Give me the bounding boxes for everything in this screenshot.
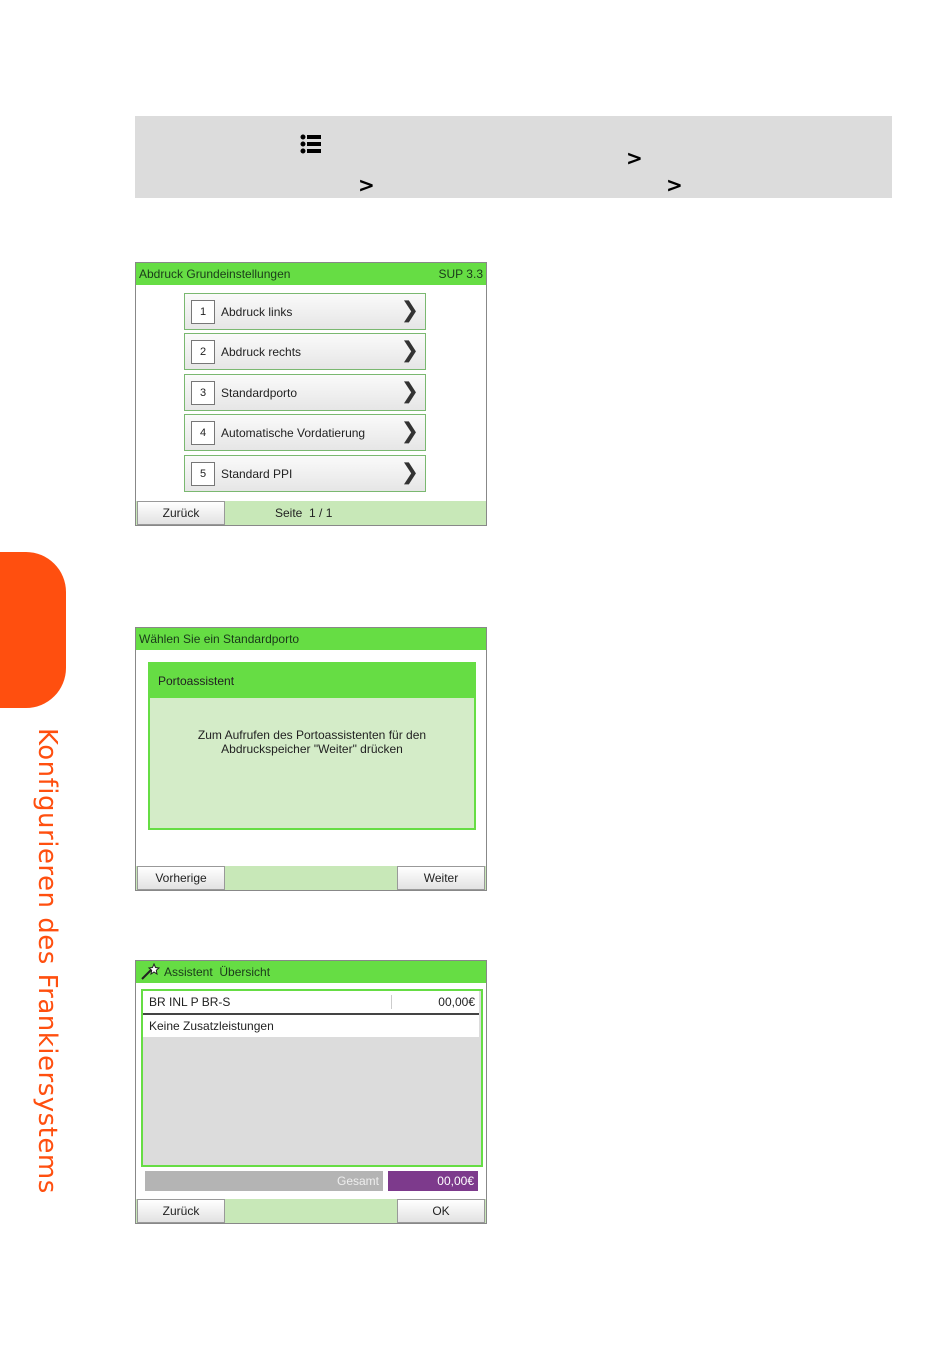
- menu-item-default-postage[interactable]: [184, 374, 426, 411]
- screen-footer: [136, 866, 486, 890]
- back-button[interactable]: Zurück: [137, 501, 225, 525]
- page-indicator: Seite 1 / 1: [275, 506, 333, 520]
- chevron-right-icon: >: [666, 173, 683, 197]
- item-label: Abdruck links: [221, 305, 293, 319]
- screen-title: Abdruck Grundeinstellungen: [139, 267, 291, 281]
- back-button[interactable]: Zurück: [137, 1199, 225, 1223]
- chevron-right-icon: ❯: [400, 338, 419, 363]
- item-label: Standard PPI: [221, 467, 293, 481]
- screen-title: Wählen Sie ein Standardporto: [139, 632, 300, 646]
- screen-code: SUP 3.3: [438, 267, 483, 281]
- ok-button[interactable]: OK: [397, 1199, 485, 1223]
- row-label: BR INL P BR-S: [149, 995, 231, 1009]
- item-label: Automatische Vordatierung: [221, 426, 366, 440]
- next-button[interactable]: Weiter: [397, 866, 485, 890]
- assistant-panel: [148, 662, 476, 830]
- chevron-right-icon: ❯: [400, 460, 419, 485]
- total-value: 00,00€: [388, 1171, 478, 1191]
- row-label: Keine Zusatzleistungen: [149, 1019, 274, 1033]
- item-label: Abdruck rechts: [221, 345, 302, 359]
- chapter-title: Konfigurieren des Frankiersystems: [32, 728, 62, 1194]
- wand-icon: [140, 963, 160, 988]
- screen-header: [136, 263, 486, 285]
- chevron-right-icon: ❯: [400, 298, 419, 323]
- screen-footer: [136, 501, 486, 525]
- screen-title: Assistent Übersicht: [164, 965, 271, 979]
- chevron-right-icon: ❯: [400, 419, 419, 444]
- menu-item-standard-ppi[interactable]: [184, 455, 426, 492]
- screen-print-settings: [135, 262, 487, 526]
- previous-button[interactable]: Vorherige: [137, 866, 225, 890]
- item-number: 1: [191, 300, 215, 324]
- item-number: 4: [191, 421, 215, 445]
- chapter-tab: [0, 552, 66, 708]
- total-label: Gesamt: [145, 1171, 383, 1191]
- chevron-right-icon: >: [358, 173, 375, 197]
- screen-assistant-overview: [135, 960, 487, 1224]
- panel-message: Zum Aufrufen des Portoassistenten für den Abdruckspeicher "Weiter" drücken: [197, 728, 427, 756]
- table-row: [143, 991, 479, 1015]
- screen-choose-default-postage: [135, 627, 487, 891]
- item-number: 3: [191, 381, 215, 405]
- menu-list-icon: [300, 134, 322, 159]
- item-number: 2: [191, 340, 215, 364]
- screen-header: [136, 961, 486, 983]
- item-label: Standardporto: [221, 386, 298, 400]
- row-value: 00,00€: [391, 995, 475, 1009]
- menu-item-auto-postdating[interactable]: [184, 414, 426, 451]
- screen-header: [136, 628, 486, 650]
- item-number: 5: [191, 462, 215, 486]
- chevron-right-icon: >: [626, 146, 643, 170]
- panel-title: Portoassistent: [150, 664, 474, 698]
- summary-table: [141, 989, 483, 1167]
- chevron-right-icon: ❯: [400, 379, 419, 404]
- screen-footer: [136, 1199, 486, 1223]
- table-row: [143, 1015, 479, 1037]
- instruction-bar: [135, 116, 892, 198]
- menu-item-print-left[interactable]: [184, 293, 426, 330]
- menu-item-print-right[interactable]: [184, 333, 426, 370]
